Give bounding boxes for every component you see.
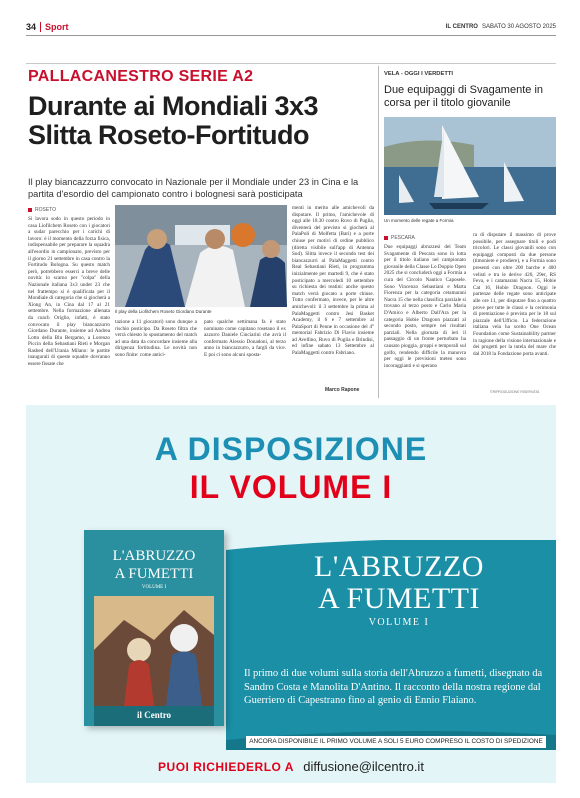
ad-headline-line-2: IL VOLUME I: [189, 469, 393, 505]
location-marker-icon: [28, 208, 32, 212]
section-name: Sport: [45, 22, 69, 32]
sailboat-photo: [384, 117, 556, 215]
book-title-line-1: L'ABRUZZO: [112, 548, 196, 564]
article-photo: [115, 205, 287, 307]
location-marker-icon: [384, 236, 388, 240]
ad-description: Il primo di due volumi sulla storia dell'Abruzzo a fumetti, disegnato da Sandro Costa e Manolita D'Antino. Il racconto della nostra regione dal Guerriero di Capestrano fino al genio di Ennio Flaiano.: [244, 668, 543, 706]
book-logo: il Centro: [136, 710, 172, 720]
banner-title-line-2: A FUMETTI: [318, 582, 480, 615]
header-divider: [40, 22, 41, 32]
article-column-3: pato qualche settimana fa è stato nominato come capitano rosetano il ex azzurro Daniele Cinciarini che avrà il confermato Alessio Donadoni, al terzo anno in biancazzurro, a fargli da vice. E poi ci sono alcuni sposta-: [204, 319, 286, 358]
banner-title-line-1: L'ABRUZZO: [314, 550, 484, 583]
column-divider: [378, 66, 379, 398]
header-meta: [446, 24, 556, 30]
book-cover-art: [84, 530, 224, 726]
book-title-line-2: A FUMETTI: [114, 566, 194, 582]
sailing-photo: [384, 117, 556, 215]
article-summary: Il play biancazzurro convocato in Nazionale per il Mondiale under 23 in Cina e la partita d'esordio del campionato contro i bolognesi sarà posticipata: [28, 177, 359, 199]
sidebar-title: Due equipaggi di Svagamente in corsa per il titolo giovanile: [384, 84, 544, 109]
top-rule: [26, 63, 556, 64]
photo-caption: Il play della Liofilchem Roseto Giordano Durante: [115, 309, 212, 314]
sidebar-kicker: VELA - OGGI I VERDETTI: [384, 71, 454, 77]
header-rule: [26, 35, 556, 36]
headline-line-2: Slitta Roseto-Fortitudo: [28, 120, 309, 150]
headline-line-1: Durante ai Mondiali 3x3: [28, 91, 319, 121]
article-column-1: Si lavora sodo in questo periodo in casa Liofilchem Roseto con i giocatori a sudar parecchio per i carichi di lavoro: è il momento della forza fisica, indispensabile per preparare la squadra all'esordio in campionato, previsto per il giorno 21 settembre in casa contro la Fortitudo Bologna. Su questo match però, potrebbero esserci a breve delle novità: lo scarno per "colpa" della Nazionale italiana 3x3 under 23 che nel frattempo si è qualificata per il Mondiale di categoria che si giocherà a Xiong An, in Cina dal 17 al 21 settembre. Nella formazione allenata da coach Origlio, infatti, è stato convocato il play biancazzurro Giordano Durante, insieme ad Andrea Lotto della Blu Bergamo, a Lorenzo Piccin della Sebastiani Rieti e Morgan Rasbed dell'Urania Milano: le partite inaugurali di queste squadre dovranno essere fissate che: [28, 216, 110, 368]
ad-price-strip: ANCORA DISPONIBILE IL PRIMO VOLUME A SOLI 5 EURO COMPRESO IL COSTO DI SPEDIZIONE: [246, 736, 546, 748]
issue-date: SABATO 30 AGOSTO 2025: [481, 24, 556, 30]
ad-footer: [26, 759, 556, 774]
newspaper-name: IL CENTRO: [445, 24, 478, 30]
sidebar-column-2: ra di disputare il massimo di prove possibile, per assegnare titoli e podi tricolori. Le classi giovanili sono con equipaggi composti da due persone (timoniere e prodiere), e a Formia sono presenti con oltre 200 barche e 400 velisti e tra le derive 420, 29er, RS Feva, e i catamarani Nacra 15, Hobie Cat 16, Hobie Dragoon. Oggi le partenze delle regate sono anticipate alle ore 11, per disputare fino a quattro prove per tutte le classi e la cerimonia di premiazione è prevista per le 18 sul piazzale dell'Ufficio. La federazione italiana vela ha scelto One Ocean Foundation come Sustainability partner in ragione della visione internazionale e dei progetti per la tutela del mare che dal 2018 la Fondazione porta avanti.: [473, 232, 556, 357]
ad-email-link[interactable]: diffusione@ilcentro.it: [303, 759, 424, 774]
location-label: ROSETO: [35, 207, 57, 213]
sidebar-photo-caption: Un momento delle regate a Formia: [384, 218, 454, 223]
article-location: [28, 207, 56, 213]
ad-cta: PUOI RICHIEDERLO A: [158, 760, 294, 774]
ad-headline-line-1: A DISPOSIZIONE: [154, 431, 428, 467]
book-cover: [84, 530, 224, 726]
basketball-photo: [115, 205, 287, 307]
copyright-notice: ©RIPRODUZIONE RISERVATA: [490, 390, 540, 394]
article-kicker: PALLACANESTRO SERIE A2: [28, 68, 254, 85]
page-number: 34: [26, 22, 37, 32]
location-label: PESCARA: [391, 235, 415, 241]
article-author: Marco Rapone: [325, 387, 360, 393]
article-column-4: menti in merito alle amichevoli da disputare. Il primo, l'amichevole di oggi alle 18.30 contro Ruvo di Puglia, diventerà del previsto si giocherà al PalaPoli di Molfetta (Bari) e a porte chiuse per motivi di ordine pubblico (diretta visibile sull'app di Antenna Sud). Slitta invece il secondo test dei biancazzurri al PalaMaggetti contro Real Sebastiani Rieti, in programma inizialmente per martedì 9, che è stato posticipato a mercoledì 10 settembre su richiesta dei reatini: anche questo match verrà giocato a porte chiuse. Tutto confermato, invece, per le altre amichevoli: il 3 settembre la prima al PalaMaggetti contro Jesi Basket Academy, il 6 e 7 settembre al PalaSport di Penne in occasione del 4° memorial Fabrizio Di Flavio insieme ad Avellino, Ruvo di Puglia e Brindisi, ed infine sabato 13 Settembre al PalaMaggetti contro Fabriano.: [292, 205, 374, 357]
article-column-2: tazione a 11 giocatori) sono dunque a rischio posticipo. Da Roseto filtra che verrà chiesto lo spostamento del match ad una data da concordare insieme alla dirigenza fortitudina. Le novità non sono finite: come antici-: [115, 319, 197, 358]
banner-volume: VOLUME I: [368, 617, 430, 628]
page-header: [26, 20, 556, 34]
banner-title: [264, 551, 534, 615]
book-volume: VOLUME I: [141, 585, 167, 590]
sidebar-location: [384, 235, 415, 241]
sidebar-column-1: Due equipaggi abruzzesi del Team Svagamente di Pescara sono in lotta per il titolo italiano nel campionato giovanile della Classe Lo Doppio Open 2025 che si concluderà oggi a Formia a cura del Circolo Nautico Caposele. Sono Vincenzo Sebastiani e Marta Fiorenza per la categoria cetamarani Nacra 15 che nella classifica parziale si trovano al terzo posto e Carlo Maria D'Amico e Alberto Dall'Ara per la categoria Hobie Dragoon piazzati al secondo posto, sempre nei risultati parziali. Nella giornata di ieri il passaggio di un fronte perturbato ha causato pioggia, groppi e temporali sul golfo, rendendo difficile la manovra per oggi le previsioni meteo sono incoraggianti e si sperano: [384, 244, 466, 369]
advertisement[interactable]: [26, 405, 556, 783]
article-headline: [28, 92, 373, 150]
